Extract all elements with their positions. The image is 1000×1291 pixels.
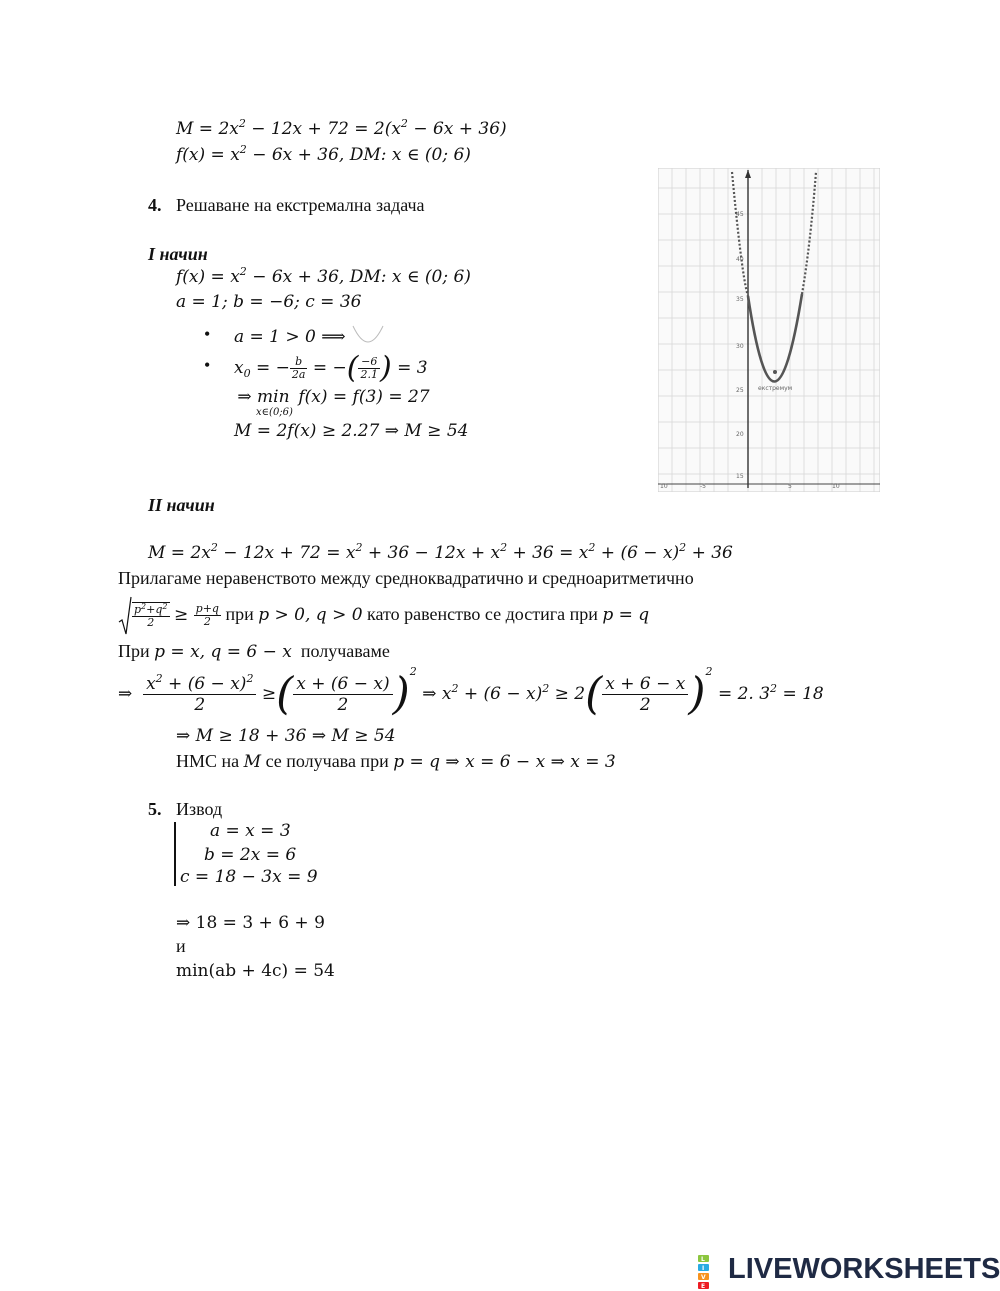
vertex-var: x bbox=[234, 358, 244, 378]
bullet-2-vertex: $x_0$ = − $\frac{b}{2a}$ = −( $\frac{-6}{2.1}$ ) = 3 bbox=[234, 350, 428, 386]
system-brace bbox=[174, 822, 176, 886]
bullet-dot: • bbox=[204, 355, 211, 375]
section-5-title: Извод bbox=[176, 799, 223, 819]
system-line-c: c = 18 − 3x = 9 bbox=[180, 867, 318, 887]
text-pri: при bbox=[225, 604, 254, 624]
y-tick-20: 20 bbox=[736, 431, 744, 438]
logo-letter-l: L bbox=[701, 1256, 705, 1263]
method-1-function: $f(x) = x^2 - 6x + 36$, DM: x ∈ (0; 6) bbox=[176, 265, 471, 287]
bullet-1-text bbox=[234, 324, 385, 348]
section-5-number: 5. bbox=[148, 799, 162, 819]
bullet-1-formula: a = 1 > 0 ⟹ bbox=[234, 327, 346, 347]
method-2-result: ⇒ M ≥ 18 + 36 ⇒ M ≥ 54 bbox=[176, 726, 396, 746]
substitution-math: p = x, q = 6 − x bbox=[154, 642, 292, 662]
min-condition-math: p = q ⇒ x = 6 − x ⇒ x = 3 bbox=[393, 752, 616, 772]
text-achieved: се получава при bbox=[265, 751, 389, 771]
vertex-value: = 3 bbox=[397, 358, 428, 378]
fraction-x6x-over-2: $\frac{x + 6 - x}{2}$ bbox=[602, 674, 688, 715]
y-tick-45: 45 bbox=[736, 211, 744, 218]
method-2-intro: Прилагаме неравенството между средноквадратично и средноаритметично bbox=[118, 568, 694, 588]
final-answer: min(ab + 4c) = 54 bbox=[176, 961, 335, 981]
min-prefix: ⇒ min bbox=[237, 387, 290, 407]
system-line-b: b = 2x = 6 bbox=[204, 845, 297, 865]
y-tick-15: 15 bbox=[736, 473, 744, 480]
min-subscript: x∈(0;6) bbox=[256, 407, 293, 418]
logo-letter-i: I bbox=[702, 1265, 705, 1272]
top-formula-f: $f(x) = x^2 - 6x + 36$, DM: x ∈ (0; 6) bbox=[176, 143, 471, 165]
method-2-heading: II начин bbox=[148, 495, 215, 515]
word-and: и bbox=[176, 936, 186, 956]
method-1-heading: I начин bbox=[148, 244, 208, 264]
substitution-line bbox=[118, 640, 390, 663]
equality-condition: p = q bbox=[602, 605, 650, 625]
section-4-number: 4. bbox=[148, 195, 162, 215]
y-tick-35: 35 bbox=[736, 296, 744, 303]
x-tick-neg10: 10 bbox=[660, 483, 668, 490]
fraction-sum-squares: $\frac{x^2 + (6 - x)^2}{2}$ bbox=[143, 674, 256, 715]
text-pri-2: При bbox=[118, 641, 150, 661]
sum-result: ⇒ 18 = 3 + 6 + 9 bbox=[176, 913, 325, 933]
logo-letter-v: V bbox=[701, 1274, 706, 1281]
min-value-line bbox=[176, 750, 616, 773]
section-4-title: Решаване на екстремална задача bbox=[176, 195, 425, 215]
method-1-coefficients: a = 1; b = −6; c = 36 bbox=[176, 292, 362, 312]
var-m: M bbox=[243, 752, 262, 772]
sqrt-symbol bbox=[118, 596, 132, 636]
text-equality: като равенство се достига при bbox=[367, 604, 598, 624]
bullet-dot: • bbox=[204, 324, 211, 344]
fraction-p2q2-over-2: $\frac{p^2+q^2}{2}$ bbox=[134, 602, 168, 630]
x-tick-10: 10 bbox=[832, 483, 840, 490]
fraction-pq-over-2: $\frac{p+q}{2}$ bbox=[195, 602, 219, 629]
parabola-up-icon bbox=[351, 324, 385, 346]
qm-am-inequality: $\frac{p^2+q^2}{2}$ ≥ $\frac{p+q}{2}$ при p > 0, q > 0 като равенство се достига при p = q bbox=[118, 594, 649, 636]
x-tick-5: 5 bbox=[788, 483, 792, 490]
y-tick-40: 40 bbox=[736, 256, 744, 263]
fraction-neg6-over-2-1: $\frac{-6}{2.1}$ bbox=[360, 355, 378, 381]
method-2-expansion: $M = 2x^2 - 12x + 72 = x^2 + 36 - 12x + x^2 + 36 = x^2 + (6 - x)^2 + 36$ bbox=[148, 541, 733, 563]
system-line-a: a = x = 3 bbox=[210, 821, 291, 841]
liveworksheets-brand[interactable]: LIVEWORKSHEETS bbox=[728, 1253, 1000, 1285]
min-statement bbox=[234, 386, 430, 418]
parabola-graph bbox=[658, 168, 880, 492]
extremum-label: екстремум bbox=[758, 385, 793, 392]
big-inequality: ⇒ $\frac{x^2 + (6 - x)^2}{2}$ ≥( $\frac{x + (6 - x)}{2}$ )$^2$ ⇒ $x^2 + (6 - x)^2 \ge 2$( $\frac{x + 6 - x}{2}$ )$^2$ = 2. $3^2 = 18$ bbox=[118, 665, 824, 720]
y-tick-30: 30 bbox=[736, 343, 744, 350]
x-tick-neg5: -5 bbox=[700, 483, 706, 490]
logo-letter-e: E bbox=[701, 1283, 706, 1290]
fraction-sum-over-2: $\frac{x + (6 - x)}{2}$ bbox=[293, 674, 392, 715]
liveworksheets-logo-icon bbox=[698, 1254, 724, 1290]
y-tick-25: 25 bbox=[736, 387, 744, 394]
condition-positive: p > 0, q > 0 bbox=[258, 605, 363, 625]
text-poluchavame: получаваме bbox=[300, 641, 390, 661]
method-1-conclusion: M = 2f(x) ≥ 2.27 ⇒ M ≥ 54 bbox=[234, 421, 469, 441]
top-formula-m: $M = 2x^2 - 12x + 72 = 2(x^2 - 6x + 36)$ bbox=[176, 117, 507, 139]
fraction-b-over-2a: $\frac{b}{2a}$ bbox=[291, 355, 306, 381]
text-nms: НМС на bbox=[176, 751, 240, 771]
min-rest: f(x) = f(3) = 27 bbox=[298, 387, 430, 407]
